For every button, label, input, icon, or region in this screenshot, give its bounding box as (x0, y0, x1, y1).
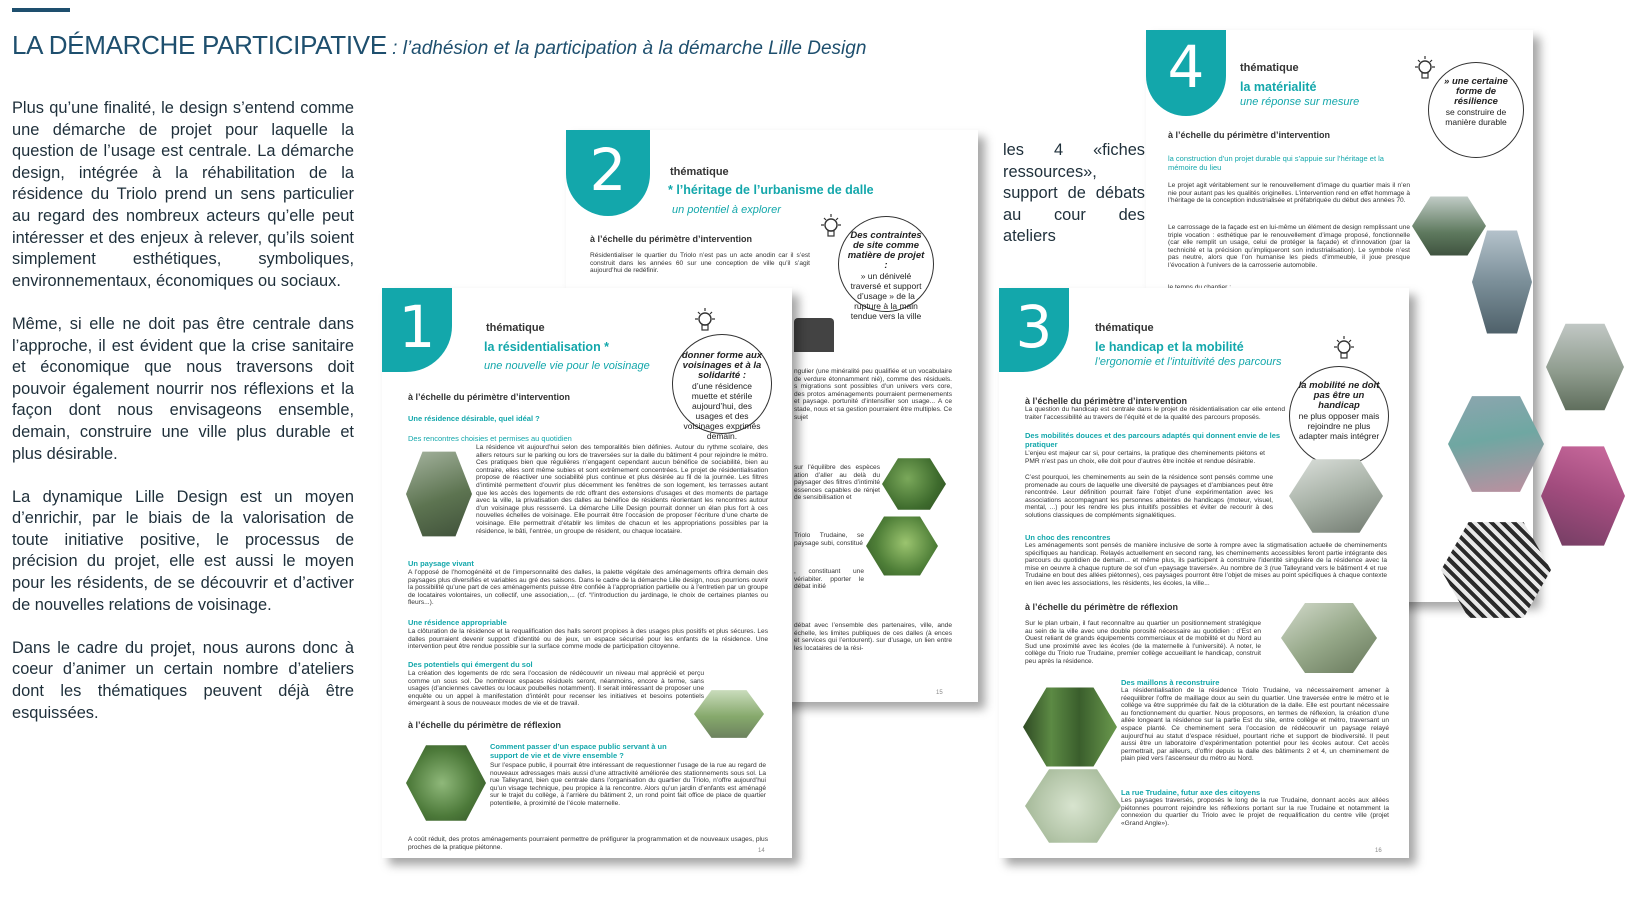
garden-photo (866, 514, 938, 578)
body-text: Le projet agit véritablement sur le renouvellement d’image du quartier mais il n’en nie pour autant pas les qualités originelles. L’intervention rend en effet hommage à l’héritage de la conception industrialisée et préfabriquée du début des années 70. (1168, 182, 1410, 205)
park-photo (694, 688, 764, 740)
intro-paragraph: La dynamique Lille Design est un moyen d’enrichir, par le biais de la valorisation de toute initiative positive, le processus de précision du projet, elle est aussi le moyen pour les résidents, de se découvrir et d’activer de nouvelles relations de voisinage. (12, 487, 354, 614)
thematique-label: thématique (670, 166, 729, 178)
pathway-photo (1289, 456, 1383, 536)
lightbulb-icon (818, 212, 844, 244)
subsection-heading: Une résidence appropriable (408, 618, 507, 627)
street-photo (1546, 320, 1624, 414)
planting-photo (882, 456, 946, 512)
body-text: Le carrossage de la façade est en lui-même un élément de design remplissant une triple vocation : esthétique par le renouvellement d’image proposé, fonctionnelle (car elle remplit un usage, celui de protéger la façade) et d’innovation (par la technicité et la précision qu’impliqueront son industrialisation). Le symbole n’est pas neutre, alors que l’on humanise les pieds d’immeuble, il joue presque l’évocation à l’univers de la carrosserie automobile. (1168, 224, 1410, 269)
key-message-bubble (838, 216, 934, 321)
section-heading: à l’échelle du périmètre d’intervention (1025, 396, 1188, 406)
intro-paragraph: Dans le cadre du projet, nous aurons donc à coeur d’animer un certain nombre d’ateliers dont les thématiques peuvent déjà être esquissées. (12, 638, 354, 722)
bubble-heading: » une certaine forme de résilience (1444, 76, 1508, 107)
body-text: C’est pourquoi, les cheminements au sein de la résidence sont pensés comme une promenade au cours de laquelle une diversité de paysages et d’ambiances peut être rencontrée. Leur définition pourrait faire l’objet d’une expérimentation avec les associations accompagnant les personnes atteintes de handicaps (moteur, visuel, mental, ...) pour les rendre les plus intuitifs possibles et éviter de recourir à des solutions classiques de compléments signalétiques. (1025, 474, 1273, 519)
intro-paragraph: Même, si elle ne doit pas être centrale dans l’approche, il est évident que la crise sanitaire et économique que nous traversons doit pouvoir également nourrir nos réflexions et la façon dont nous envisageons ensemble, demain, construire une ville plus durable et plus désirable. (12, 314, 354, 463)
page-title (12, 30, 1012, 61)
sheet-3 (999, 288, 1409, 858)
thematique-label: thématique (486, 322, 545, 334)
title-accent-rule (12, 8, 70, 12)
section-heading: à l’échelle du périmètre de réflexion (408, 720, 562, 730)
body-text: Sur l’espace public, il pourrait être intéressant de requestionner l’usage de la rue au regard de nouveaux adressages mais aussi d’une attractivité améliorée des stationnements sous sol. La rue Talleyrand, bien que centrale dans l’organisation du quartier du Triolo, n’offre aujourd’hui qu’un visage technique, peu propice à la rencontre. Alors qu’un jardin d’enfants est aménagé sur le trajet du collège, à l’arrière du bâtiment 2, un rond point fait office de place de quartier potentielle, à proximité de l’école maternelle. (490, 762, 766, 807)
section-heading: à l’échelle du périmètre de réflexion (1025, 602, 1179, 612)
body-text: La question du handicap est centrale dans le projet de résidentialisation car elle entend traiter l’accessibilité au travers de l’équité et de la qualité des parcours proposés. (1025, 406, 1285, 421)
bubble-heading: la mobilité ne doit pas être un handicap (1298, 380, 1380, 411)
sheet-1 (382, 288, 792, 858)
body-text: Résidentialiser le quartier du Triolo n’est pas un acte anodin car il s’est construit dans les années 60 sur une conception de ville qu’il s’agit aujourd’hui de redéfinir. (590, 252, 810, 275)
subsection-heading: Un choc des rencontres (1025, 533, 1111, 542)
thematique-subtitle: une réponse sur mesure (1240, 96, 1360, 108)
body-text: , constituant une vériabiter. pporter le débat initié (794, 568, 864, 591)
thematique-title: * l’héritage de l’urbanisme de dalle (668, 183, 874, 197)
body-text: A coût réduit, des protos aménagements pourraient permettre de préfigurer la programmation et de nouveaux usages, plus proches de la pratique piétonne. (408, 836, 768, 851)
section-heading: à l’échelle du périmètre d’intervention (590, 234, 753, 244)
bubble-heading: donner forme aux voisinages et à la solidarité : (681, 350, 763, 381)
subsection-heading: Comment passer d’un espace public servant à un support de vie et de vivre ensemble ? (490, 742, 667, 760)
body-text: Les paysages traversés, proposés le long de la rue Trudaine, donnant accès aux allées piétonnes pourront rejoindre les réflexions portant sur la rue Trudaine et notamment la connexion du quartier du Triolo avec le projet de requalification du centre ville (projet «Grand Angle»). (1121, 797, 1389, 827)
sheet-number-badge: 1 (382, 288, 452, 372)
building-photo (1472, 226, 1532, 338)
lightbulb-icon (1331, 334, 1357, 366)
thematique-title: le handicap et la mobilité (1095, 340, 1244, 354)
page-number: 16 (1375, 848, 1382, 854)
bubble-body: ne plus opposer mais rejoindre ne plus adapter mais intégrer (1298, 411, 1380, 441)
thematique-label: thématique (1095, 322, 1154, 334)
intro-text (12, 98, 354, 746)
body-text: La résidentialisation de la résidence Triolo Trudaine, va nécessairement amener à réequilibrer l’offre de maillage doux au sein du quartier. Une traversée entre le métro et le collège va être supprimée du fait de la clôturation de la dalle. Elle est pourtant nécessaire au fonctionnement du quartier. Nous proposons, en termes de réflexion, la création d’une allée longeant la résidence sur la partie Est du site, entre collège et métro, traversant un espace planté. Ce cheminement sera l’occasion de rédécouvrir un paysage relayé aujourd’hui au statut d’espace résiduel, pourtant riche et support de biodiversité. Il peut aussi être un laboratoire d’expérimentation potentiel pour les écoles autour. Cet accès permettrait, par ailleurs, d’offrir depuis la dalle des bâtiments 2 et 4, un cheminement de plain pied vers l’ascenseur du métro au Nord. (1121, 687, 1389, 763)
thematique-subtitle: une nouvelle vie pour le voisinage (484, 360, 650, 372)
page-number: 14 (758, 848, 765, 854)
lightbulb-icon (1412, 54, 1438, 86)
body-text: débat avec l’ensemble des partenaires, ville, ande échelle, les limites publiques de ces dalles (à ences et services qui l’entourent). sur d’usage, un lien entre les locataires de la rési- (794, 622, 952, 652)
intro-paragraph: Plus qu’une finalité, le design s’entend comme une démarche de projet pour laquelle la question de l’usage est centrale. La démarche design, intégrée à la réhabilitation de la résidence du Triolo prend un sens particulier au regard des nombreux acteurs qu’elle peut intéresser et des enjeux à relever, qu’ils soient simplement esthétiques, symboliques, environnementaux, économiques ou sociaux. (12, 99, 354, 290)
sheet-number-badge: 2 (566, 130, 650, 216)
subsection-heading: Des maillons à reconstruire (1121, 678, 1220, 687)
subsection-heading: Des rencontres choisies et permises au quotidien (408, 434, 572, 443)
subsection-heading: Des mobilités douces et des parcours adaptés qui donnent envie de les pratiquer (1025, 431, 1281, 449)
body-text: ngulier (une minéralité peu qualifiée et un vocabulaire de verdure étonnamment nié), comme des résiduels. s migrations sont possibles d’un univers vers core, des protos aménagements pourraient permenements et paysage. portunité d’intensifier son usage... A ce stade, nous et sa gestion pourraient être multiples. Ce sujet (794, 368, 952, 421)
aerial-photo (1281, 600, 1377, 676)
residence-photo (406, 448, 472, 540)
pink-pavement-photo (1541, 442, 1625, 550)
body-text: Triolo Trudaine, se paysage subi, constitué (794, 532, 864, 547)
thematique-label: thématique (1240, 62, 1299, 74)
thematique-title: la résidentialisation * (484, 340, 610, 354)
body-text: L’enjeu est majeur car si, pour certains, la pratique des cheminements piétons et PMR n’est pas un choix, elle doit pour d’autres être incitée et rendue désirable. (1025, 450, 1265, 465)
subsection-heading: la construction d’un projet durable qui s’appuie sur l’héritage et la mémoire du lieu (1168, 154, 1384, 172)
page-number: 15 (936, 690, 943, 696)
thematique-subtitle: l’ergonomie et l’intuitivité des parcours (1095, 356, 1282, 368)
forest-photo (1023, 684, 1117, 770)
key-message-bubble (1289, 366, 1389, 466)
facade-photo (1412, 194, 1486, 258)
thematique-title: la matérialité (1240, 80, 1317, 94)
subsection-heading: La rue Trudaine, futur axe des citoyens (1121, 788, 1261, 797)
bubble-body: se construire de manière durable (1445, 107, 1507, 127)
body-text: A l’opposé de l’homogénéité et de l’impersonnalité des dalles, la palette végétale des aménagements offrira demain des paysages plus diversifiés et variables au gré des saisons. Dans le cadre de la démarche Lille design, nous pourrions ouvrir la possibilité qu’une part de ces aménagements puisse être confiée à l’appropriation partielle ou à l’entretien par un groupe de locataires volontaires, un collectif, une association,... (cf. “l’introduction du jardinage, le choix de certaines plantes ou fleurs...). (408, 569, 768, 607)
vegetation-photo (406, 742, 486, 824)
body-text: La création des logements de rdc sera l’occasion de rédécouvrir un niveau mal apprécié et perçu comme un sous sol. De nombreux espaces résiduels seront, néanmoins, encore à terme, sans usages (d’anciennes cavettes ou locaux poubelles notamment). Il serait intéressant de proposer une enquête ou un appel à manifestation d’intérêt pour recenser les initiatives et besoins potentiels émergeant à sous de nouveaux modes de vie et de travail. (408, 670, 704, 708)
bubble-heading: Des contraintes de site comme matière de projet : (847, 230, 925, 271)
subsection-heading: Un paysage vivant (408, 559, 474, 568)
body-text: Sur le plan urbain, il faut reconnaître au quartier un positionnement stratégique au sein de la ville avec une double porosité nécessaire au quotidien : d’Est en Ouest reliant de grands équipements commerciaux et de mobilité et du Nord au Sud une proximité avec les écoles (de la maternelle à l’université). A noter, le collège du Triolo rue Trudaine, premier collège accueillant le handicap, construit peu après la résidence. (1025, 620, 1261, 665)
subsection-heading: Des potentiels qui émergent du sol (408, 660, 533, 669)
body-text: La résidence vit aujourd’hui selon des temporalités bien définies. Autour du rythme scolaire, des allers retours sur le parking ou lors de traversées sur la dalle du bâtiment 4 pour rejoindre le métro. Ces pratiques bien que régulières n’engagent cependant aucun bénéfice de sociabilité, bien au contraire, elles sont même subies et sont extrêmement concentrées. Le projet de résidentialisation propose de réactiver une sociabilité plus continue et plus désirée au fil de la journée. Les filtres d’intimité permettent d’ouvrir plus décemment les fenêtres de son logement, les terrasses autant que les accès des logements de rdc offrant des extensions d’usages et des moments de partage avec la ville, la privatisation des dalles au bénéfice de résidents réorientant les rencontres autour d’un voisinage plus ressserré. La démarche Lille Design pourrait donner un élan plus fort à ces nouvelles échelles de voisinage. Elle pourrait être l’occasion de proposer l’écriture d’une charte de voisinage. Elle permettrait d’établir les limites de chacun et les appropriations possibles par la résidence, le bâti, l’entrée, un groupe de résident, ou chaque locataire. (476, 444, 768, 535)
bubble-body: d’une résidence muette et stérile aujourd’hui, des usages et des voisinages exprimés demain. (683, 381, 761, 441)
section-heading: à l’échelle du périmètre d’intervention (408, 392, 571, 402)
sheet-number-badge: 4 (1146, 30, 1226, 116)
sheet-number-badge: 3 (999, 288, 1069, 372)
sheets-caption: les 4 «fiches ressources», support de débats au cour des ateliers (1003, 141, 1145, 246)
thematique-subtitle: un potentiel à explorer (672, 204, 781, 216)
body-text: sur l’équilibre des espèces ation d’aller au delà du paysager des filtres d’intimité essences capables de rénjet de sensibilisation et (794, 464, 880, 502)
key-message-bubble (672, 334, 772, 441)
site-plan-image (1025, 766, 1121, 846)
body-text: Les aménagements sont pensés de manière inclusive de sorte à rompre avec la stigmatisation actuelle de cheminements spécifiques au handicap. Relayés actuellement en second rang, les cheminements accessibles feront partie intégrante des parcours du quotidien de demain... et même plus, ils participent à construire l’identité singulière de la résidence avec la mise en oeuvre à chaque rupture de sol d’un «paysage traversé». Au nombre de 3 (rue Talleyrand vers le bâtiment 4 et rue Trudaine en bout des allées piétonnes), ces paysages pourront être l’objet de mises au point spécifiques à chaque contexte en lien avec les associations, les résidents, les écoles, la ville... (1025, 542, 1387, 587)
bubble-body: » un dénivelé traversé et support d’usage » de la rupture à la main tendue vers la ville (850, 271, 922, 321)
subsection-heading: Une résidence désirable, quel idéal ? (408, 414, 540, 423)
people-pictogram (794, 318, 834, 352)
key-message-bubble (1428, 62, 1524, 158)
section-heading: à l’échelle du périmètre d’intervention (1168, 130, 1331, 140)
page-title-main: LA DÉMARCHE PARTICIPATIVE (12, 30, 387, 60)
body-text: La clôturation de la résidence et la requalification des halls seront propices à des usages plus positifs et plus sécures. Les dalles pourraient devenir support d’identité ou de jeux, un espace sécurisé pour les enfants de la résidence. Une intervention peut être rendue possible sur la surface comme mode de participation citoyenne. (408, 628, 768, 651)
lightbulb-icon (692, 306, 718, 338)
page-title-sub: : l’adhésion et la participation à la démarche Lille Design (386, 38, 867, 59)
